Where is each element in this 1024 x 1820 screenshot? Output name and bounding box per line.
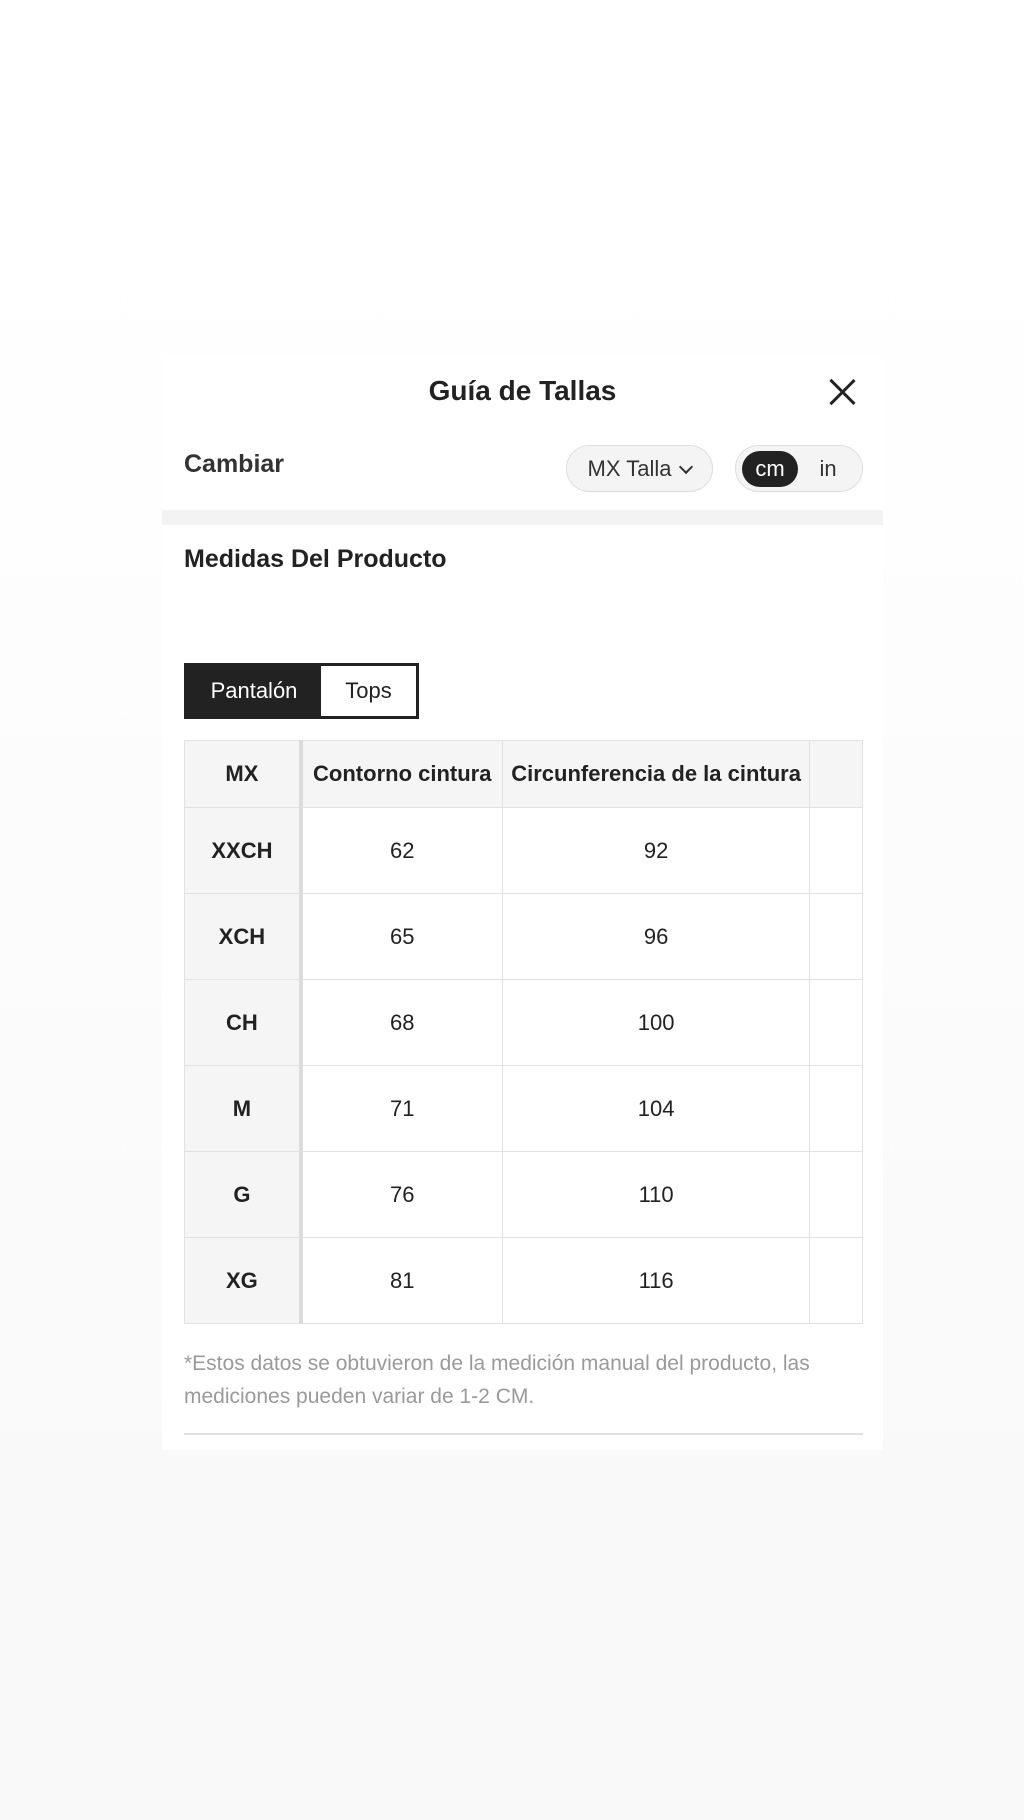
row-size: XG	[185, 1238, 301, 1324]
table-row	[185, 808, 863, 894]
cell-next	[810, 1066, 863, 1152]
row-size: M	[185, 1066, 301, 1152]
header-contorno-cintura: Contorno cintura	[301, 741, 502, 808]
cell-circunferencia: 110	[502, 1152, 810, 1238]
chevron-down-icon	[679, 459, 693, 473]
table-row	[185, 1066, 863, 1152]
cell-contorno: 62	[301, 808, 502, 894]
bottom-divider	[184, 1433, 863, 1435]
row-size: G	[185, 1152, 301, 1238]
cell-circunferencia: 96	[502, 894, 810, 980]
modal-title: Guía de Tallas	[428, 375, 617, 406]
cell-circunferencia: 116	[502, 1238, 810, 1324]
close-icon[interactable]	[827, 377, 857, 407]
section-title: Medidas Del Producto	[184, 545, 447, 573]
tab-tops[interactable]: Tops	[321, 666, 416, 716]
row-size: CH	[185, 980, 301, 1066]
cell-circunferencia: 104	[502, 1066, 810, 1152]
cell-next	[810, 894, 863, 980]
cell-circunferencia: 100	[502, 980, 810, 1066]
header-next-column	[810, 741, 863, 808]
size-guide-modal	[162, 355, 883, 1450]
cell-next	[810, 808, 863, 894]
cell-contorno: 71	[301, 1066, 502, 1152]
size-system-dropdown[interactable]	[566, 445, 713, 492]
cell-contorno: 81	[301, 1238, 502, 1324]
tab-pantalon[interactable]: Pantalón	[187, 666, 321, 716]
size-table-scroll[interactable]	[184, 740, 863, 1325]
cell-circunferencia: 92	[502, 808, 810, 894]
row-size: XCH	[185, 894, 301, 980]
table-row	[185, 1152, 863, 1238]
table-header-row	[185, 741, 863, 808]
cell-contorno: 65	[301, 894, 502, 980]
row-size: XXCH	[185, 808, 301, 894]
size-table	[184, 740, 863, 1324]
cell-next	[810, 1152, 863, 1238]
unit-cm-button[interactable]: cm	[742, 451, 798, 487]
table-row	[185, 980, 863, 1066]
table-row	[185, 894, 863, 980]
switch-label: Cambiar	[184, 450, 285, 478]
unit-in-button[interactable]: in	[819, 455, 837, 481]
size-system-label: MX Talla	[587, 455, 672, 481]
measurement-note: *Estos datos se obtuvieron de la medición manual del producto, las mediciones pueden variar de 1-2 CM.	[184, 1352, 810, 1408]
modal-header	[162, 355, 883, 431]
unit-toggle	[735, 445, 863, 492]
header-circunferencia-cintura: Circunferencia de la cintura	[502, 741, 810, 808]
cell-next	[810, 980, 863, 1066]
header-mx: MX	[185, 741, 301, 808]
table-row	[185, 1238, 863, 1324]
cell-contorno: 68	[301, 980, 502, 1066]
cell-contorno: 76	[301, 1152, 502, 1238]
cell-next	[810, 1238, 863, 1324]
category-tabs	[184, 663, 419, 719]
section-divider	[162, 510, 883, 525]
